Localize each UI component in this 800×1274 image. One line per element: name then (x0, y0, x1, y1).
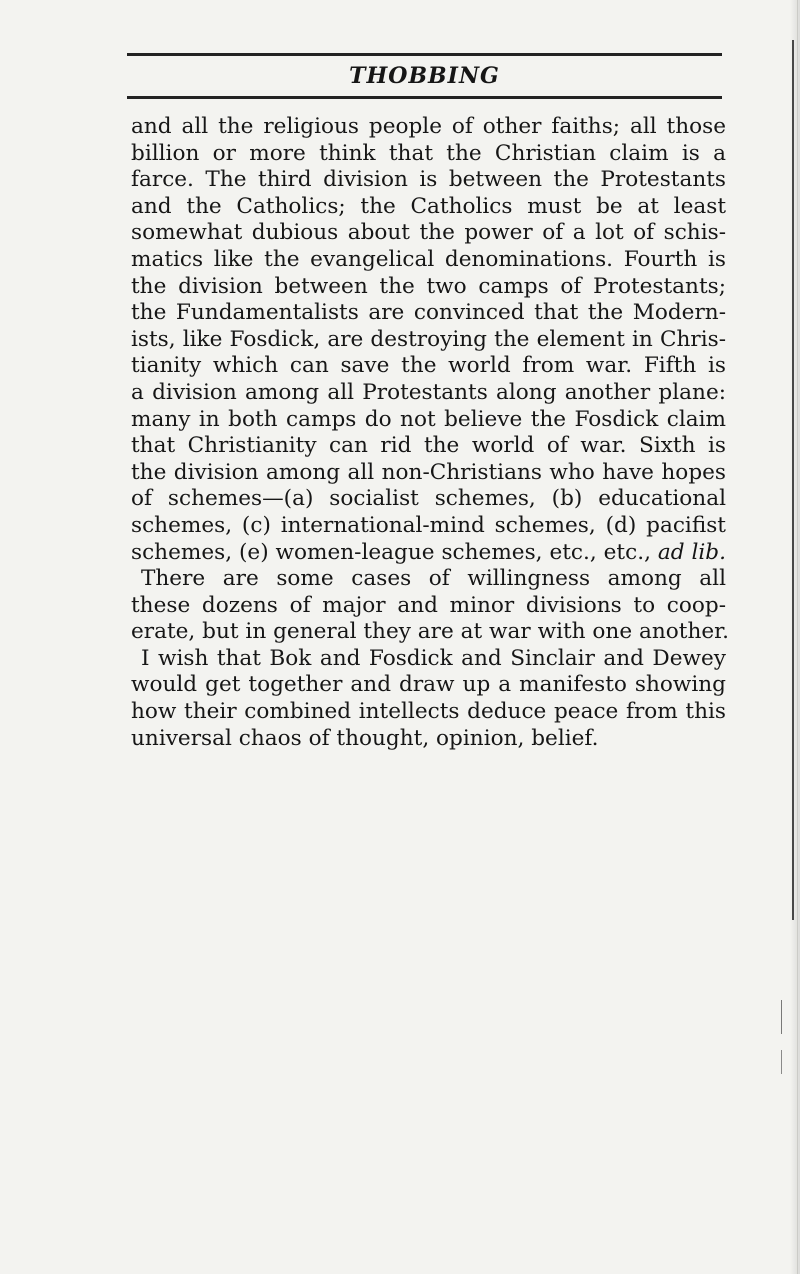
text-line: and the Catholics; the Catholics must be at least (131, 193, 726, 219)
text-line: many in both camps do not believe the Fosdick claim (131, 406, 726, 432)
text-line: billion or more think that the Christian claim is a (131, 140, 726, 166)
text-line: farce. The third division is between the Protestants (131, 167, 726, 193)
text-line: the Fundamentalists are convinced that the Modern- (131, 300, 726, 326)
text-line: the division among all non-Christians who have hopes (131, 459, 726, 485)
text-line: tianity which can save the world from war. Fifth is (131, 353, 726, 379)
text-line: ists, like Fosdick, are destroying the element in Chris- (131, 326, 726, 352)
text-line: that Christianity can rid the world of war. Sixth is (131, 433, 726, 459)
text-line: the division between the two camps of Protestants; (131, 273, 726, 299)
text-line: would get together and draw up a manifesto showing (131, 672, 726, 698)
text-line: a division among all Protestants along another plane: (131, 379, 726, 405)
italic-phrase: ad lib. (657, 539, 726, 565)
text-line: erate, but in general they are at war with one another. (131, 619, 729, 645)
running-head: THOBBING (349, 63, 500, 89)
text-line: schemes, (c) international-mind schemes, (d) pacifist (131, 512, 726, 538)
text-line: somewhat dubious about the power of a lot of schis- (131, 220, 726, 246)
page-binding-edge (792, 40, 794, 920)
header-rule-bottom (127, 96, 722, 99)
edge-mark (781, 1050, 782, 1074)
text-line: I wish that Bok and Fosdick and Sinclair and Dewey (141, 645, 726, 671)
text-line-with-italic (131, 540, 726, 567)
edge-mark (781, 1000, 782, 1034)
text-line: and all the religious people of other faiths; all those (131, 114, 726, 139)
body-text (131, 114, 729, 752)
text-line: universal chaos of thought, opinion, belief. (131, 725, 599, 751)
text-line-start: schemes, (e) women-league schemes, etc., etc., (131, 539, 651, 565)
header-rule-top (127, 53, 722, 56)
text-line: There are some cases of willingness among all (141, 566, 726, 592)
text-line: matics like the evangelical denominations. Fourth is (131, 246, 726, 272)
page-edge-line (797, 0, 798, 1274)
text-line: of schemes—(a) socialist schemes, (b) educational (131, 486, 726, 512)
text-line: how their combined intellects deduce peace from this (131, 699, 726, 725)
text-line: these dozens of major and minor divisions to coop- (131, 592, 726, 618)
